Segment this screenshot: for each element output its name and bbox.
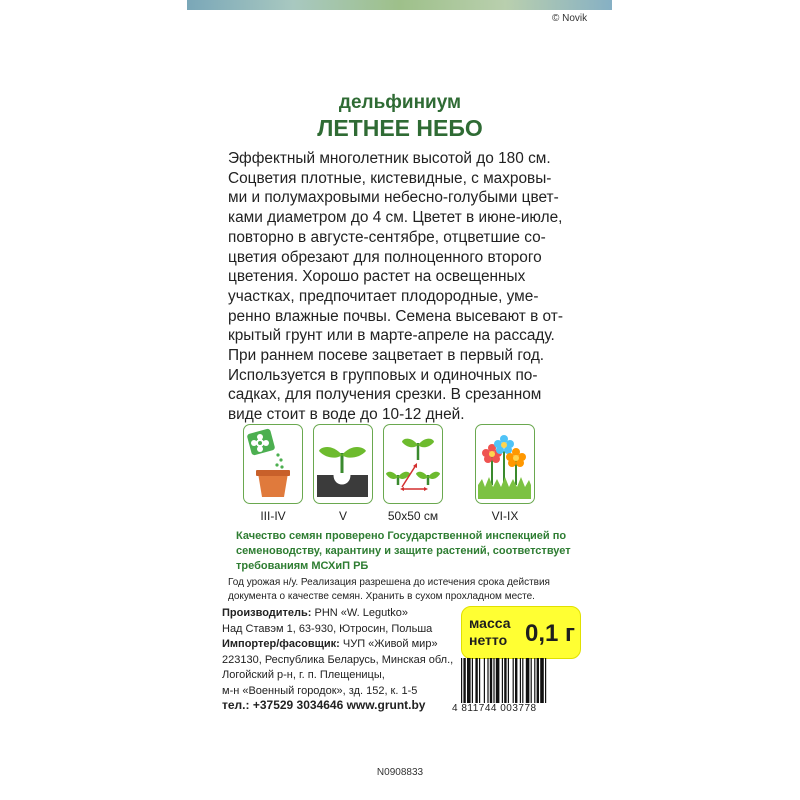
barcode-bar — [540, 658, 544, 708]
importer-label: Импортер/фасовщик: — [222, 638, 340, 650]
barcode-bar — [472, 658, 473, 708]
mass-label-2: нетто — [469, 632, 508, 648]
importer-address-line: Логойский р-н, г. п. Плещеницы, — [222, 669, 385, 681]
barcode-bar — [504, 658, 506, 708]
growing-icons — [0, 424, 800, 524]
harvest-notice — [228, 576, 550, 604]
harvest-line: Год урожая н/у. Реализация разрешена до истечения срока действия — [228, 577, 550, 588]
description-line: ми и полумахровыми небесно-голубыми цвет- — [228, 189, 559, 207]
manufacturer-name: PHN «W. Legutko» — [311, 607, 409, 619]
barcode-bar — [508, 658, 509, 708]
mass-value: 0,1 г — [525, 620, 576, 647]
barcode-bar — [475, 658, 477, 708]
barcode-bar — [545, 658, 546, 708]
description — [228, 149, 578, 425]
barcode-number: 4 811744 003778 — [452, 703, 582, 714]
harvest-line: документа о качестве семян. Хранить в сухом прохладном месте. — [228, 591, 535, 602]
product-title: ЛЕТНЕЕ НЕБО — [317, 115, 483, 141]
barcode-bar — [526, 658, 530, 708]
description-line: ками диаметром до 4 см. Цветет в июне-июле, — [228, 209, 563, 227]
manufacturer-address: Над Ставэм 1, 63-930, Ютросин, Польша — [222, 622, 433, 635]
icon-label: V — [338, 509, 347, 523]
barcode-bar — [520, 658, 521, 708]
barcode-bar — [513, 658, 514, 708]
description-line: При раннем посеве зацветает в первый год. — [228, 347, 545, 365]
barcode-bar — [537, 658, 539, 708]
manufacturer-line — [222, 606, 453, 622]
icon-label: 50x50 см — [387, 509, 439, 523]
quality-line: Качество семян проверено Государственной инспекцией по — [236, 530, 567, 542]
manufacturer-label: Производитель: — [222, 607, 312, 619]
flowers-icon — [475, 424, 535, 504]
description-line: повторно в августе-сентябре, отцветшие со- — [228, 228, 546, 246]
barcode-bar — [496, 658, 500, 708]
net-mass-badge — [461, 606, 581, 659]
barcode-bar — [502, 658, 503, 708]
description-line: крытый грунт или в марте-апреле на рассаду. — [228, 327, 555, 345]
barcode-bar — [463, 658, 465, 708]
barcode-bar — [484, 658, 485, 708]
importer-name: ЧУП «Живой мир» — [339, 638, 438, 650]
barcode-bar — [467, 658, 471, 708]
description-line: цветения. Хорошо растет на освещенных — [228, 268, 526, 286]
spacing-icon — [383, 424, 443, 504]
barcode-bar — [493, 658, 494, 708]
barcode — [452, 658, 582, 718]
seedling-icon — [313, 424, 373, 504]
top-photo-strip — [187, 0, 612, 10]
sowing-pot-icon — [243, 424, 303, 504]
product-code: N0908833 — [376, 767, 424, 778]
mass-label-1: масса — [469, 615, 511, 631]
barcode-bar — [487, 658, 488, 708]
quality-notice — [236, 529, 586, 574]
description-line: цветия обрезают для полноценного второго — [228, 248, 542, 266]
icon-label: VI-IX — [491, 509, 519, 523]
barcode-bar — [479, 658, 480, 708]
manufacturer-info — [222, 606, 453, 699]
barcode-bar — [522, 658, 523, 708]
quality-line: семеноводству, карантину и защите растений, соответствует — [236, 545, 571, 557]
copyright: © Novik — [552, 13, 588, 24]
barcode-bar — [534, 658, 535, 708]
importer-address-line: 223130, Республика Беларусь, Минская обл., — [222, 653, 454, 666]
description-line: садках, для получения срезки. В срезанном — [228, 386, 542, 404]
description-line: Используется в групповых и одиночных по- — [228, 366, 538, 384]
quality-line: требованиям МСХиП РБ — [236, 560, 369, 572]
description-line: Эффектный многолетник высотой до 180 см. — [228, 150, 551, 167]
barcode-bar — [490, 658, 492, 708]
icon-label: III-IV — [260, 509, 286, 523]
importer-line — [222, 637, 453, 653]
barcode-bar — [515, 658, 517, 708]
contacts: тел.: +37529 3034646 www.grunt.by — [222, 698, 426, 712]
barcode-bar — [531, 658, 532, 708]
description-line: Соцветия плотные, кистевидные, с махровы- — [228, 169, 552, 187]
importer-address-line: м-н «Военный городок», зд. 152, к. 1-5 — [222, 684, 418, 697]
description-line: ренно влажные почвы. Семена высевают в от- — [228, 307, 563, 325]
description-line: участках, предпочитает плодородные, уме- — [228, 287, 539, 305]
barcode-bar — [461, 658, 462, 708]
description-line: виде стоит в воде до 10-12 дней. — [228, 406, 465, 424]
product-subtitle: дельфиниум — [338, 92, 462, 113]
